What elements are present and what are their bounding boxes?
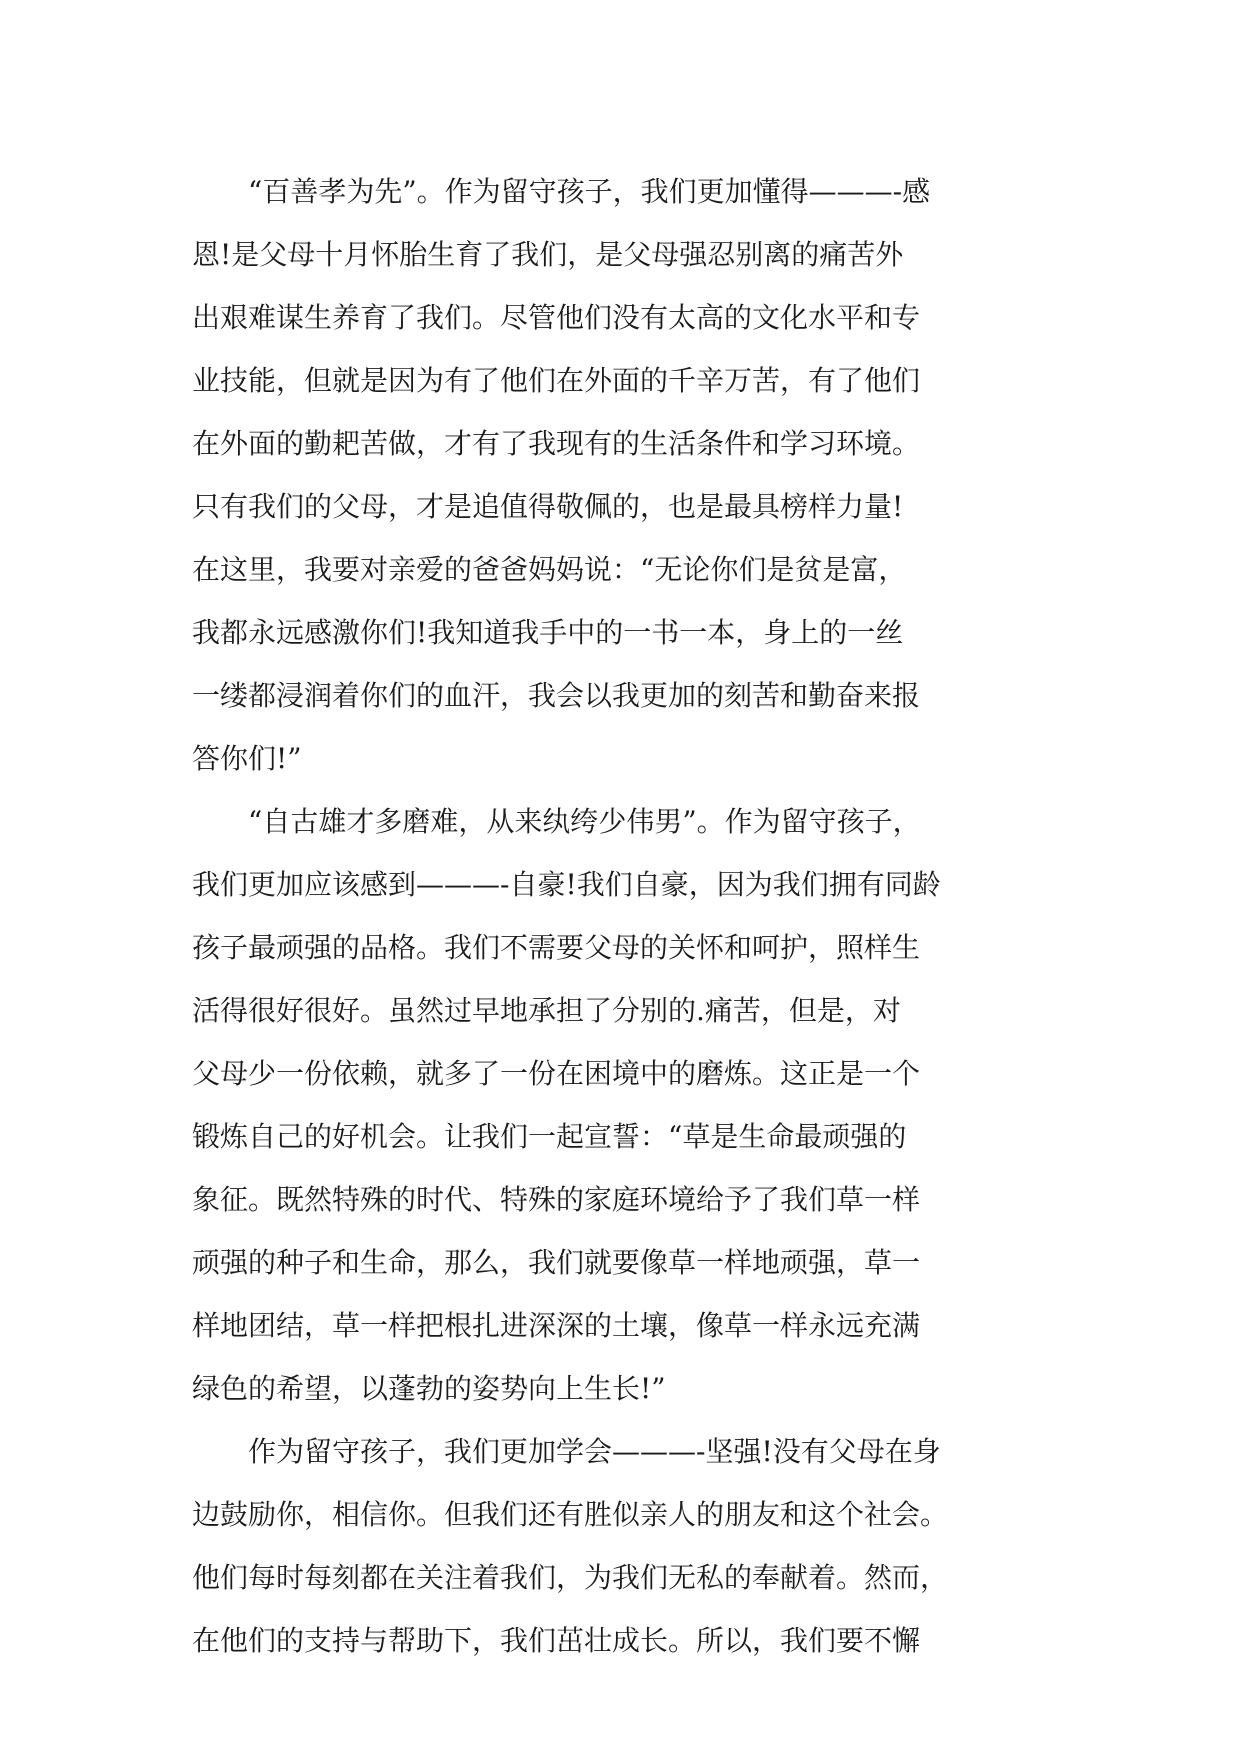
text-line: 绿色的希望，以蓬勃的姿势向上生长!” bbox=[192, 1372, 666, 1405]
paragraph-gratitude bbox=[192, 160, 1072, 790]
text-line: “百善孝为先”。作为留守孩子，我们更加懂得———-感 bbox=[192, 175, 931, 208]
text-line: 顽强的种子和生命，那么，我们就要像草一样地顽强，草一 bbox=[192, 1246, 921, 1279]
text-line: 锻炼自己的好机会。让我们一起宣誓：“草是生命最顽强的 bbox=[192, 1120, 907, 1153]
text-line: 我们更加应该感到———-自豪!我们自豪，因为我们拥有同龄 bbox=[192, 868, 941, 901]
text-line: 在他们的支持与帮助下，我们茁壮成长。所以，我们要不懈 bbox=[192, 1624, 921, 1657]
text-line: 象征。既然特殊的时代、特殊的家庭环境给予了我们草一样 bbox=[192, 1183, 921, 1216]
text-line: 样地团结，草一样把根扎进深深的土壤，像草一样永远充满 bbox=[192, 1309, 921, 1342]
text-line: 一缕都浸润着你们的血汗，我会以我更加的刻苦和勤奋来报 bbox=[192, 679, 921, 712]
paragraph-pride bbox=[192, 790, 1072, 1420]
text-line: 父母少一份依赖，就多了一份在困境中的磨炼。这正是一个 bbox=[192, 1057, 921, 1090]
text-line: 在这里，我要对亲爱的爸爸妈妈说：“无论你们是贫是富， bbox=[192, 553, 907, 586]
text-line: 答你们!” bbox=[192, 742, 302, 775]
text-line: 在外面的勤耙苦做，才有了我现有的生活条件和学习环境。 bbox=[192, 427, 921, 460]
text-line: 活得很好很好。虽然过早地承担了分别的.痛苦，但是，对 bbox=[192, 994, 901, 1027]
text-line: 孩子最顽强的品格。我们不需要父母的关怀和呵护，照样生 bbox=[192, 931, 921, 964]
text-line: 只有我们的父母，才是追值得敬佩的，也是最具榜样力量! bbox=[192, 490, 904, 523]
text-line: 业技能，但就是因为有了他们在外面的千辛万苦，有了他们 bbox=[192, 364, 921, 397]
paragraph-strength bbox=[192, 1420, 1072, 1672]
document-body bbox=[192, 160, 1072, 1672]
text-line: 边鼓励你，相信你。但我们还有胜似亲人的朋友和这个社会。 bbox=[192, 1498, 949, 1531]
text-line: 作为留守孩子，我们更加学会———-坚强!没有父母在身 bbox=[192, 1435, 941, 1468]
text-line: 恩!是父母十月怀胎生育了我们，是父母强忍别离的痛苦外 bbox=[192, 238, 904, 271]
text-line: 我都永远感激你们!我知道我手中的一书一本，身上的一丝 bbox=[192, 616, 904, 649]
text-line: 出艰难谋生养育了我们。尽管他们没有太高的文化水平和专 bbox=[192, 301, 921, 334]
text-line: “自古雄才多磨难，从来纨绔少伟男”。作为留守孩子， bbox=[192, 805, 921, 838]
text-line: 他们每时每刻都在关注着我们，为我们无私的奉献着。然而， bbox=[192, 1561, 949, 1594]
